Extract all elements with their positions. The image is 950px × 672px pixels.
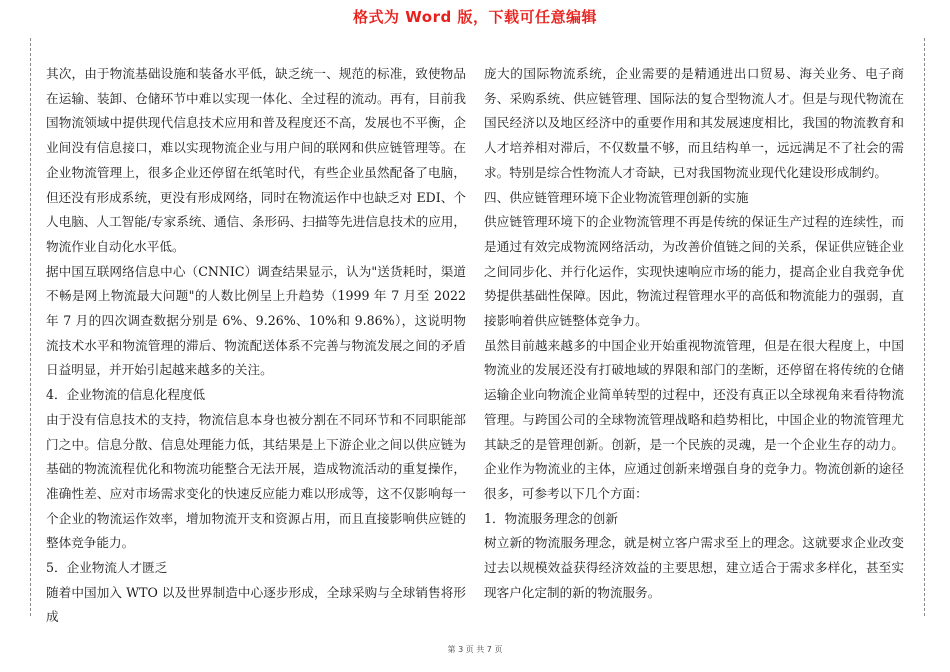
page-number: 第 3 页 共 7 页	[447, 645, 503, 654]
section-heading: 4．企业物流的信息化程度低	[46, 387, 206, 403]
paragraph: 树立新的物流服务理念，就是树立客户需求至上的理念。这就要求企业改变过去以规模效益获得经济效益的主要思想，建立适合于需求多样化，甚至实现客户化定制的新的物流服务。	[484, 535, 904, 600]
paragraph: 其次，由于物流基础设施和装备水平低，缺乏统一、规范的标准，致使物品在运输、装卸、仓储环节中难以实现一体化、全过程的流动。再有，目前我国物流领域中提供现代信息技术应用和普及程度还不高，发展也不平衡，企业间没有信息接口，难以实现物流企业与用户间的联网和供应链管理等。在企业物流管理上，很多企业还停留在纸笔时代，有些企业虽然配备了电脑，但还没有形成系统，更没有形成网络，同时在物流运作中也缺乏对 EDI、个人电脑、人工智能/专家系统、通信、条形码、扫描等先进信息技术的应用，物流作业自动化水平低。	[46, 66, 466, 254]
paragraph: 庞大的国际物流系统，企业需要的是精通进出口贸易、海关业务、电子商务、采购系统、供应链管理、国际法的复合型物流人才。但是与现代物流在国民经济以及地区经济中的重要作用和其发展速度相比，我国的物流教育和人才培养相对滞后，不仅数量不够，而且结构单一，远远满足不了社会的需求。特别是综合性物流人才奇缺，已对我国物流业现代化建设形成制约。	[484, 66, 904, 180]
format-banner: 格式为 Word 版，下载可任意编辑	[353, 8, 597, 26]
section-heading: 5．企业物流人才匮乏	[46, 560, 168, 576]
section-heading: 四、供应链管理环境下企业物流管理创新的实施	[484, 189, 749, 205]
paragraph: 虽然目前越来越多的中国企业开始重视物流管理，但是在很大程度上，中国物流业的发展还没有打破地域的界限和部门的垄断，还停留在将传统的仓储运输企业向物流企业简单转型的过程中，还没有真正以全球视角来看待物流管理。与跨国公司的全球物流管理战略和趋势相比，中国企业的物流管理尤其缺乏的是管理创新。创新，是一个民族的灵魂，是一个企业生存的动力。企业作为物流业的主体，应通过创新来增强自身的竞争力。物流创新的途径很多，可参考以下几个方面：	[484, 337, 904, 501]
paragraph: 据中国互联网络信息中心（CNNIC）调查结果显示，认为"送货耗时，渠道不畅是网上物流最大问题"的人数比例呈上升趋势（1999 年 7 月至 2022 年 7 月的四次调查数据分别是 6%、9.26%、10%和 9.86%），这说明物流技术水平和物流管理的滞后、物流配送体系不完善与物流发展之间的矛盾日益明显，并开始引起越来越多的关注。	[46, 263, 466, 378]
section-heading: 1．物流服务理念的创新	[484, 510, 618, 526]
paragraph: 随着中国加入 WTO 以及世界制造中心逐步形成，全球采购与全球销售将形成	[46, 584, 466, 625]
left-column	[46, 62, 466, 630]
paragraph: 由于没有信息技术的支持，物流信息本身也被分割在不同环节和不同职能部门之中。信息分散、信息处理能力低，其结果是上下游企业之间以供应链为基础的物流流程优化和物流功能整合无法开展，造成物流活动的重复操作，准确性差、应对市场需求变化的快速反应能力难以形成等，这不仅影响每一个企业的物流运作效率，增加物流开支和资源占用，而且直接影响供应链的整体竞争能力。	[46, 411, 466, 551]
paragraph: 供应链管理环境下的企业物流管理不再是传统的保证生产过程的连续性，而是通过有效完成物流网络活动，为改善价值链之间的关系，保证供应链企业之间同步化、并行化运作，实现快速响应市场的能力，提高企业自我竞争优势提供基础性保障。因此，物流过程管理水平的高低和物流能力的强弱，直接影响着供应链整体竞争力。	[484, 214, 904, 329]
right-column	[484, 62, 904, 605]
